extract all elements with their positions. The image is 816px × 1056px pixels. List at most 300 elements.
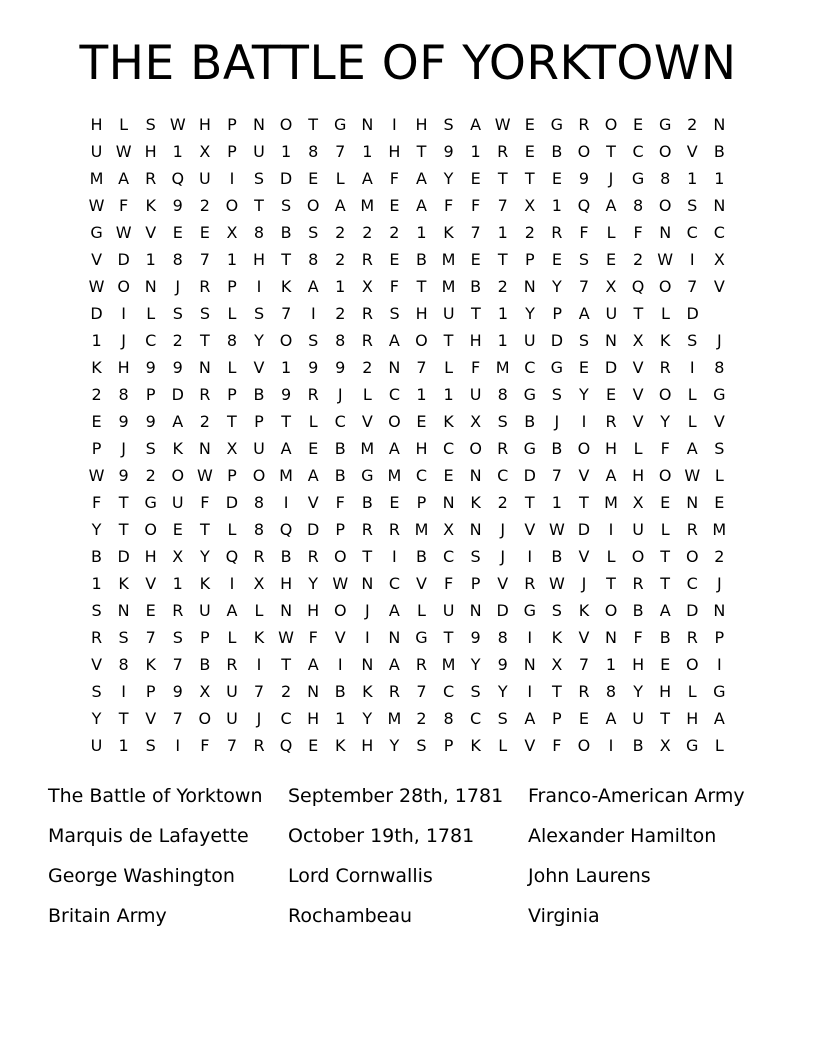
grid-cell: 7 (416, 358, 427, 377)
grid-cell: 2 (497, 277, 508, 296)
grid-cell: E (524, 142, 535, 161)
grid-cell: I (392, 547, 397, 566)
grid-cell: D (117, 250, 130, 269)
grid-cell: 1 (497, 304, 509, 323)
grid-cell: 2 (335, 250, 346, 269)
grid-cell: U (469, 385, 482, 404)
grid-cell: 1 (362, 142, 373, 161)
grid-cell: T (579, 493, 589, 512)
grid-cell: U (605, 304, 618, 323)
grid-cell: W (684, 466, 701, 485)
grid-cell: G (631, 169, 645, 188)
grid-cell: 9 (497, 655, 508, 674)
grid-cell: S (389, 304, 400, 323)
grid-cell: H (659, 682, 672, 701)
grid-cell: S (470, 682, 481, 701)
grid-cell: E (308, 169, 319, 188)
grid-cell: H (307, 709, 320, 728)
grid-cell: F (308, 628, 318, 647)
grid-cell: F (119, 196, 129, 215)
grid-cell: B (334, 466, 346, 485)
grid-cell: A (578, 304, 590, 323)
grid-cell: K (199, 574, 211, 593)
grid-cell: 2 (362, 223, 373, 242)
grid-cell: G (550, 115, 564, 134)
grid-cell: T (199, 520, 210, 539)
grid-cell: I (527, 682, 533, 701)
grid-cell: P (470, 574, 481, 593)
grid-cell: N (307, 682, 320, 701)
grid-cell: M (360, 439, 375, 458)
grid-cell: A (307, 655, 319, 674)
grid-cell: N (361, 574, 374, 593)
grid-cell: O (469, 439, 482, 458)
grid-cell: X (632, 493, 644, 512)
grid-cell: 2 (335, 223, 346, 242)
grid-cell: X (632, 331, 644, 350)
grid-cell: R (361, 304, 374, 323)
grid-cell: F (335, 493, 345, 512)
grid-cell: R (686, 628, 698, 647)
grid-cell: U (198, 169, 211, 188)
grid-cell: Y (660, 412, 671, 431)
grid-cell: Y (551, 277, 562, 296)
grid-cell: K (443, 412, 454, 431)
grid-cell: K (91, 358, 102, 377)
grid-cell: A (226, 601, 238, 620)
grid-cell: O (604, 601, 618, 620)
grid-cell: 1 (470, 142, 481, 161)
grid-cell: 7 (281, 304, 292, 323)
grid-cell: O (279, 115, 293, 134)
grid-cell: T (524, 169, 535, 188)
grid-cell: D (604, 358, 618, 377)
grid-cell: 1 (551, 196, 562, 215)
grid-cell: G (144, 493, 157, 512)
grid-cell: W (657, 250, 674, 269)
grid-cell: R (226, 655, 238, 674)
grid-cell: X (713, 250, 725, 269)
word-list-item: Britain Army (48, 905, 167, 927)
grid-cell: H (361, 736, 374, 755)
word-list-item: The Battle of Yorktown (48, 785, 263, 807)
grid-cell: I (175, 736, 181, 755)
grid-cell: R (361, 250, 373, 269)
grid-cell: I (716, 655, 722, 674)
grid-cell: S (281, 196, 292, 215)
grid-cell: C (524, 358, 536, 377)
grid-cell: S (145, 115, 156, 134)
grid-cell: H (632, 655, 645, 674)
grid-cell: E (91, 412, 102, 431)
grid-cell: R (524, 574, 536, 593)
grid-cell: A (118, 169, 130, 188)
grid-cell: O (658, 196, 672, 215)
grid-cell: T (633, 304, 644, 323)
grid-cell: 1 (443, 385, 454, 404)
grid-cell: N (442, 493, 455, 512)
grid-cell: S (551, 601, 562, 620)
grid-cell: 1 (145, 250, 156, 269)
grid-cell: I (229, 169, 235, 188)
grid-cell: 9 (172, 196, 183, 215)
grid-cell: G (334, 115, 347, 134)
grid-cell: F (552, 736, 562, 755)
grid-cell: 7 (578, 655, 590, 674)
word-list (48, 776, 788, 936)
grid-cell: 1 (714, 169, 725, 188)
grid-cell: 9 (280, 385, 292, 404)
grid-cell: N (686, 493, 699, 512)
grid-cell: O (577, 736, 591, 755)
grid-cell: I (283, 493, 289, 512)
grid-cell: T (416, 142, 427, 161)
grid-cell: A (388, 655, 400, 674)
grid-cell: I (121, 682, 126, 701)
grid-cell: N (198, 439, 211, 458)
grid-cell: D (279, 169, 293, 188)
grid-cell: J (121, 331, 126, 350)
grid-cell: S (254, 304, 265, 323)
grid-cell: R (497, 439, 509, 458)
grid-cell: 7 (497, 196, 508, 215)
grid-cell: A (388, 601, 400, 620)
grid-cell: 1 (280, 142, 292, 161)
grid-cell: S (497, 709, 508, 728)
grid-cell: S (308, 331, 319, 350)
grid-cell: 9 (443, 142, 454, 161)
grid-row (83, 300, 733, 327)
grid-cell: S (118, 628, 129, 647)
grid-cell: P (524, 250, 535, 269)
grid-cell: M (604, 493, 618, 512)
grid-cell: 2 (335, 304, 346, 323)
word-list-item: Marquis de Lafayette (48, 825, 249, 847)
grid-cell: O (279, 331, 293, 350)
grid-cell: B (551, 547, 563, 566)
grid-cell: G (523, 601, 536, 620)
grid-cell: O (144, 520, 157, 539)
grid-row (83, 732, 733, 759)
grid-cell: Y (362, 709, 373, 728)
grid-cell: 8 (443, 709, 454, 728)
grid-row (83, 327, 733, 354)
grid-cell: G (415, 628, 428, 647)
grid-cell: U (632, 709, 644, 728)
grid-row (83, 597, 733, 624)
grid-cell: 2 (172, 331, 183, 350)
grid-cell: R (605, 412, 617, 431)
grid-cell: C (442, 682, 455, 701)
grid-cell: S (145, 439, 156, 458)
grid-row (83, 435, 733, 462)
grid-cell: R (199, 385, 211, 404)
grid-cell: 7 (172, 655, 183, 674)
grid-cell: X (199, 142, 211, 161)
grid-cell: K (470, 736, 481, 755)
grid-row (83, 543, 733, 570)
grid-cell: B (551, 439, 563, 458)
grid-cell: I (310, 304, 316, 323)
grid-cell: O (658, 277, 672, 296)
grid-cell: E (470, 169, 481, 188)
grid-cell: R (307, 385, 319, 404)
grid-cell: K (253, 628, 265, 647)
grid-cell: 1 (172, 142, 183, 161)
grid-cell: C (713, 223, 725, 242)
grid-cell: 2 (91, 385, 102, 404)
grid-cell: 2 (524, 223, 535, 242)
grid-cell: Y (497, 682, 508, 701)
grid-cell: H (117, 358, 130, 377)
word-list-item: Franco-American Army (528, 785, 745, 807)
grid-cell: T (606, 574, 616, 593)
grid-cell: G (658, 115, 672, 134)
grid-cell: C (388, 574, 400, 593)
grid-cell: 1 (605, 655, 617, 674)
grid-cell: 9 (470, 628, 481, 647)
grid-cell: 1 (416, 385, 427, 404)
grid-cell: 8 (497, 628, 508, 647)
grid-cell: O (198, 709, 212, 728)
grid-cell: L (714, 466, 724, 485)
grid-cell: L (227, 358, 237, 377)
grid-cell: E (389, 250, 400, 269)
grid-cell: M (712, 520, 727, 539)
grid-cell: L (335, 169, 345, 188)
grid-cell: P (91, 439, 102, 458)
grid-cell: L (660, 520, 670, 539)
grid-cell: 8 (308, 250, 319, 269)
grid-cell: A (388, 439, 400, 458)
grid-cell: W (548, 520, 565, 539)
grid-cell: O (306, 196, 320, 215)
grid-cell: T (660, 709, 671, 728)
grid-cell: W (115, 223, 132, 242)
grid-cell: G (550, 358, 564, 377)
grid-cell: Q (631, 277, 645, 296)
grid-cell: R (578, 115, 590, 134)
grid-cell: R (551, 223, 563, 242)
grid-cell: W (88, 196, 105, 215)
grid-cell: R (253, 547, 265, 566)
grid-cell: 9 (578, 169, 590, 188)
grid-cell: 1 (335, 277, 346, 296)
grid-cell: X (605, 277, 617, 296)
grid-row (83, 462, 733, 489)
grid-cell: E (145, 601, 156, 620)
grid-cell: A (388, 331, 400, 350)
grid-cell: H (198, 115, 211, 134)
grid-cell: 7 (335, 142, 346, 161)
grid-cell: U (198, 601, 211, 620)
grid-cell: 2 (714, 547, 725, 566)
grid-cell: F (91, 493, 102, 512)
grid-cell: O (171, 466, 185, 485)
grid-cell: B (91, 547, 103, 566)
grid-cell: X (470, 412, 482, 431)
grid-cell: A (605, 196, 617, 215)
grid-cell: B (659, 628, 671, 647)
grid-cell: L (606, 223, 616, 242)
grid-cell: K (172, 439, 184, 458)
grid-cell: B (713, 142, 725, 161)
grid-cell: A (686, 439, 698, 458)
grid-cell: E (389, 196, 400, 215)
grid-cell: V (578, 547, 590, 566)
grid-cell: 1 (280, 358, 292, 377)
grid-cell: E (660, 655, 671, 674)
letter-grid (83, 111, 733, 759)
grid-cell: R (199, 277, 211, 296)
grid-cell: H (144, 547, 157, 566)
grid-cell: I (527, 547, 533, 566)
grid-cell: 8 (714, 358, 725, 377)
grid-cell: V (713, 412, 725, 431)
grid-cell: O (685, 655, 699, 674)
grid-cell: B (199, 655, 211, 674)
grid-cell: 9 (118, 412, 129, 431)
grid-cell: L (146, 304, 156, 323)
grid-cell: X (199, 682, 211, 701)
grid-cell: R (361, 520, 373, 539)
grid-cell: O (252, 466, 266, 485)
grid-cell: D (90, 304, 103, 323)
grid-cell: E (605, 250, 617, 269)
grid-cell: U (90, 736, 103, 755)
grid-cell: 7 (687, 277, 698, 296)
grid-cell: N (117, 601, 130, 620)
grid-cell: O (685, 547, 699, 566)
grid-cell: V (145, 223, 157, 242)
grid-cell: B (415, 250, 427, 269)
grid-cell: C (686, 223, 698, 242)
grid-cell: F (471, 358, 481, 377)
grid-cell: M (360, 196, 375, 215)
grid-cell: E (578, 358, 589, 377)
grid-cell: P (552, 304, 562, 323)
grid-row (83, 273, 733, 300)
grid-cell: E (524, 115, 535, 134)
grid-cell: 1 (497, 331, 508, 350)
grid-cell: 9 (172, 358, 183, 377)
grid-cell: C (388, 385, 400, 404)
grid-cell: L (687, 682, 697, 701)
grid-cell: T (497, 169, 508, 188)
grid-cell: V (497, 574, 509, 593)
grid-cell: U (171, 493, 184, 512)
grid-cell: S (687, 196, 698, 215)
grid-cell: J (364, 601, 370, 620)
grid-cell: G (686, 736, 699, 755)
grid-cell: T (118, 520, 129, 539)
grid-cell: O (631, 547, 645, 566)
grid-cell: M (387, 466, 402, 485)
grid-cell: 8 (633, 196, 644, 215)
grid-row (83, 651, 733, 678)
page-title: THE BATTLE OF YORKTOWN (79, 36, 737, 91)
grid-cell: A (307, 466, 319, 485)
grid-cell: V (145, 574, 157, 593)
grid-cell: G (523, 439, 536, 458)
grid-cell: X (361, 277, 373, 296)
grid-cell: F (443, 196, 454, 215)
grid-cell: L (227, 520, 237, 539)
grid-cell: P (227, 142, 237, 161)
grid-cell: N (469, 520, 482, 539)
grid-cell: J (500, 547, 506, 566)
grid-cell: 8 (335, 331, 346, 350)
grid-row (83, 678, 733, 705)
grid-cell: W (115, 142, 132, 161)
grid-cell: O (658, 466, 672, 485)
grid-cell: E (416, 412, 427, 431)
grid-cell: V (334, 628, 346, 647)
grid-cell: C (442, 547, 455, 566)
grid-cell: B (632, 601, 644, 620)
grid-cell: 8 (497, 385, 508, 404)
grid-row (83, 705, 733, 732)
grid-cell: K (443, 223, 454, 242)
grid-cell: R (172, 601, 184, 620)
grid-cell: H (144, 142, 157, 161)
grid-cell: 2 (633, 250, 644, 269)
word-list-item: September 28th, 1781 (288, 785, 504, 807)
grid-cell: M (89, 169, 104, 188)
grid-cell: S (91, 682, 102, 701)
grid-cell: 7 (226, 736, 238, 755)
grid-row (83, 111, 733, 138)
grid-cell: R (497, 142, 509, 161)
grid-cell: E (578, 709, 589, 728)
grid-cell: I (581, 412, 587, 431)
grid-cell: K (145, 655, 156, 674)
grid-cell: Y (91, 709, 102, 728)
grid-cell: T (660, 574, 671, 593)
grid-cell: Y (633, 682, 643, 701)
grid-cell: C (334, 412, 346, 431)
grid-cell: R (388, 682, 400, 701)
grid-cell: L (687, 412, 697, 431)
grid-cell: 9 (172, 682, 183, 701)
grid-cell: Q (171, 169, 185, 188)
grid-cell: 1 (551, 493, 562, 512)
grid-cell: T (308, 115, 319, 134)
grid-cell: F (579, 223, 589, 242)
grid-cell: C (686, 574, 698, 593)
grid-cell: N (713, 601, 726, 620)
grid-cell: C (442, 439, 455, 458)
grid-cell: K (118, 574, 129, 593)
grid-cell: I (392, 115, 397, 134)
grid-cell: 8 (308, 142, 319, 161)
grid-cell: M (441, 277, 456, 296)
grid-cell: 8 (118, 655, 129, 674)
grid-cell: W (548, 574, 565, 593)
grid-cell: I (256, 277, 262, 296)
grid-cell: B (551, 142, 563, 161)
grid-cell: Y (308, 574, 319, 593)
grid-cell: T (281, 655, 291, 674)
grid-cell: A (172, 412, 184, 431)
grid-cell: V (578, 466, 590, 485)
grid-cell: D (496, 601, 509, 620)
grid-cell: K (659, 331, 671, 350)
grid-cell: W (278, 628, 294, 647)
grid-cell: P (254, 412, 264, 431)
grid-cell: L (714, 736, 724, 755)
grid-cell: J (121, 439, 126, 458)
